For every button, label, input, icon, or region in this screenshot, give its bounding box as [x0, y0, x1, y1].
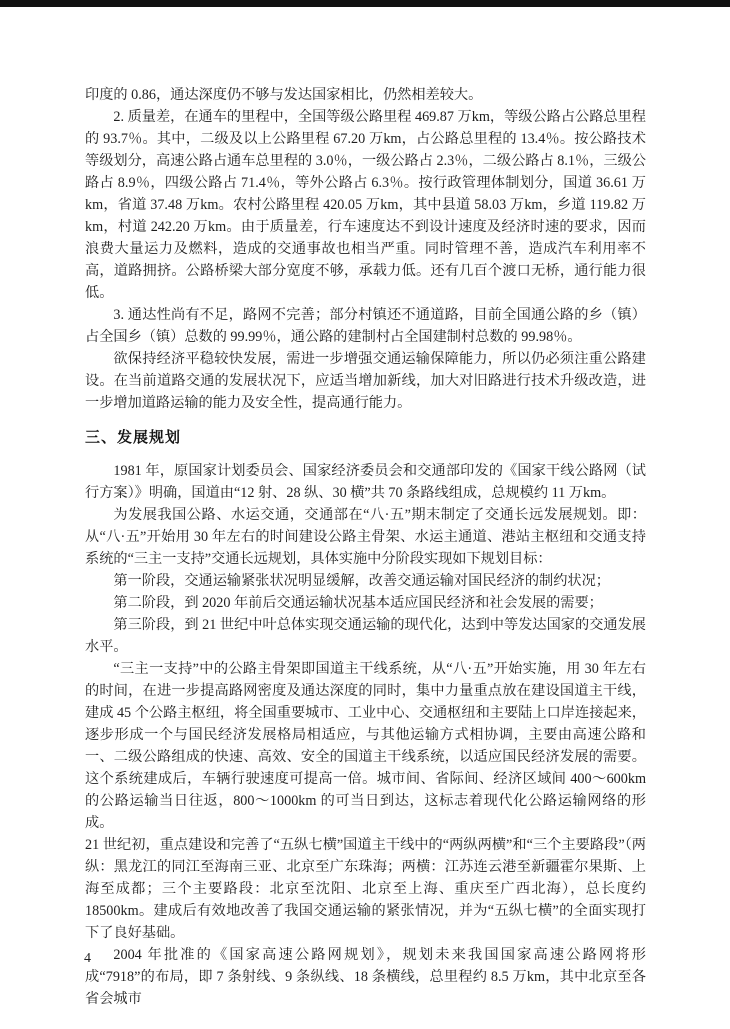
paragraph: 1981 年，原国家计划委员会、国家经济委员会和交通部印发的《国家干线公路网（试行方案）》明确，国道由“12 射、28 纵、30 横”共 70 条路线组成，总规模约 11 万km。 — [85, 463, 646, 501]
section-heading: 三、发展规划 — [85, 429, 182, 446]
paragraph: 3. 通达性尚有不足，路网不完善；部分村镇还不通道路，目前全国通公路的乡（镇）占全国乡（镇）总数的 99.99％，通公路的建制村占全国建制村总数的 99.98％。 — [85, 307, 646, 345]
paragraph: 2004 年批准的《国家高速公路网规划》，规划未来我国国家高速公路网将形成“7918”的布局，即 7 条射线、9 条纵线、18 条横线，总里程约 8.5 万km，其中北京至各省会城市 — [85, 947, 646, 1007]
scan-edge-artifact — [0, 0, 730, 7]
paragraph: 为发展我国公路、水运交通，交通部在“八·五”期末制定了交通长远发展规划。即：从“八·五”开始用 30 年左右的时间建设公路主骨架、水运主通道、港站主枢纽和交通支持系统的“三主一支持”交通长远规划，具体实施中分阶段实现如下规划目标： — [85, 507, 646, 567]
paragraph: 2. 质量差，在通车的里程中，全国等级公路里程 469.87 万km，等级公路占公路总里程的 93.7％。其中，二级及以上公路里程 67.20 万km，占公路总里程的 13.4％。按公路技术等级划分，高速公路占通车总里程的 3.0％，一级公路占 2.3％，二级公路占 8.1％，三级公路占 8.9％，四级公路占 71.4％，等外公路占 6.3％。按行政管理体制划分，国道 36.61 万km，省道 37.48 万km。农村公路里程 420.05 万km，其中县道 58.03 万km，乡道 119.82 万km，村道 242.20 万km。由于质量差，行车速度达不到设计速度及经济时速的要求，因而浪费大量运力及燃料，造成的交通事故也相当严重。同时管理不善，造成汽车利用率不高，道路拥挤。公路桥梁大部分宽度不够，承载力低。还有几百个渡口无桥，通行能力很低。 — [85, 109, 646, 301]
page-body — [85, 84, 646, 1010]
paragraph: 第三阶段，到 21 世纪中叶总体实现交通运输的现代化，达到中等发达国家的交通发展水平。 — [85, 617, 646, 655]
paragraph: 印度的 0.86，通达深度仍不够与发达国家相比，仍然相差较大。 — [85, 87, 483, 103]
paragraph: 第二阶段，到 2020 年前后交通运输状况基本适应国民经济和社会发展的需要； — [113, 595, 603, 611]
paragraph: “三主一支持”中的公路主骨架即国道主干线系统，从“八·五”开始实施，用 30 年左右的时间，在进一步提高路网密度及通达深度的同时，集中力量重点放在建设国道主干线，建成 45 个公路主枢纽，将全国重要城市、工业中心、交通枢纽和主要陆上口岸连接起来，逐步形成一个与国民经济发展格局相适应，与其他运输方式相协调，主要由高速公路和一、二级公路组成的快速、高效、安全的国道主干线系统，以适应国民经济发展的需要。这个系统建成后，车辆行驶速度可提高一倍。城市间、省际间、经济区域间 400～600km 的公路运输当日往返，800～1000km 的可当日到达，这标志着现代化公路运输网络的形成。 — [85, 661, 646, 831]
paragraph: 21 世纪初，重点建设和完善了“五纵七横”国道主干线中的“两纵两横”和“三个主要路段”（两纵：黑龙江的同江至海南三亚、北京至广东珠海；两横：江苏连云港至新疆霍尔果斯、上海至成都；三个主要路段：北京至沈阳、北京至上海、重庆至广西北海），总长度约 18500km。建成后有效地改善了我国交通运输的紧张情况，并为“五纵七横”的全面实现打下了良好基础。 — [85, 837, 646, 941]
paragraph: 第一阶段，交通运输紧张状况明显缓解，改善交通运输对国民经济的制约状况； — [113, 573, 610, 589]
page-number: 4 — [84, 951, 91, 966]
paragraph: 欲保持经济平稳较快发展，需进一步增强交通运输保障能力，所以仍必须注重公路建设。在当前道路交通的发展状况下，应适当增加新线，加大对旧路进行技术升级改造，进一步增加道路运输的能力及安全性，提高通行能力。 — [85, 351, 646, 411]
